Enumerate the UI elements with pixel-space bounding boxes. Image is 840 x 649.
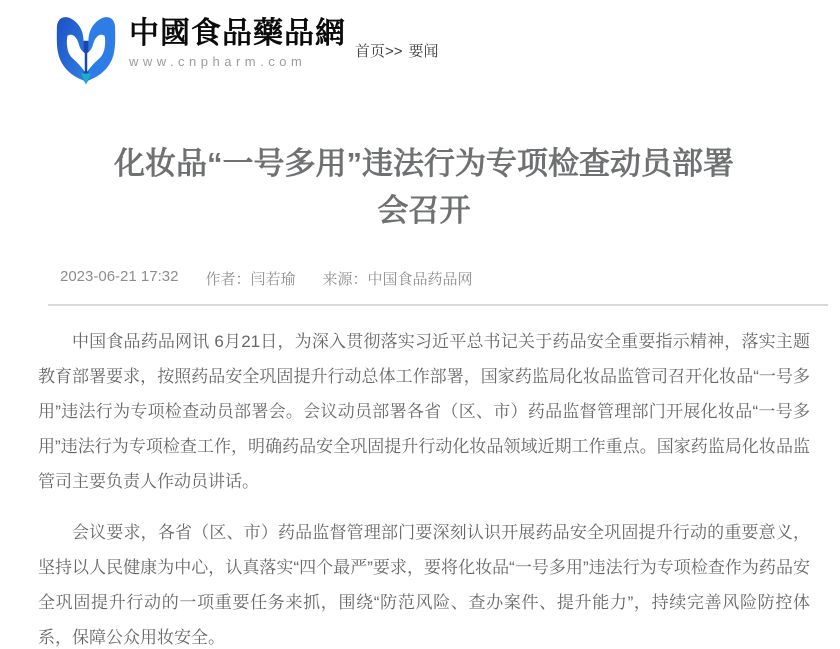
breadcrumb-separator: >> (385, 43, 403, 60)
article-paragraph-1: 中国食品药品网讯 6月21日，为深入贯彻落实习近平总书记关于药品安全重要指示精神，落实主题教育部署要求，按照药品安全巩固提升行动总体工作部署，国家药监局化妆品监管司召开化妆品“一号多用”违法行为专项检查动员部署会。会议动员部署各省（区、市）药品监督管理部门开展化妆品“一号多用”违法行为专项检查工作，明确药品安全巩固提升行动化妆品领域近期工作重点。国家药监局化妆品监管司主要负责人作动员讲话。 (38, 332, 810, 491)
article-title (38, 140, 810, 234)
article-paragraph-2: 会议要求，各省（区、市）药品监督管理部门要深刻认识开展药品安全巩固提升行动的重要意义，坚持以人民健康为中心，认真落实“四个最严”要求，要将化妆品“一号多用”违法行为专项检查作为药品安全巩固提升行动的一项重要任务来抓，围绕“防范风险、查办案件、提升能力”，持续完善风险防控体系，保障公众用妆安全。 (38, 523, 810, 647)
article-title-line1: 化妆品“一号多用”违法行为专项检查动员部署 (114, 146, 734, 181)
author-field (205, 268, 295, 289)
article-body (38, 324, 810, 649)
breadcrumb (355, 40, 439, 61)
divider (48, 304, 828, 306)
site-name: 中國食品藥品網 (129, 17, 346, 50)
site-url: www.cnpharm.com (129, 54, 307, 69)
author-name: 闫若瑜 (250, 271, 296, 288)
source-name: 中国食品药品网 (367, 271, 473, 288)
site-header (0, 0, 840, 88)
publish-datetime: 2023-06-21 17:32 (60, 268, 179, 285)
site-logo[interactable] (55, 14, 346, 86)
article (38, 140, 810, 649)
site-logo-icon (55, 14, 117, 86)
article-title-line2: 会召开 (377, 193, 471, 228)
breadcrumb-current-link[interactable]: 要闻 (408, 43, 439, 60)
breadcrumb-home-link[interactable]: 首页 (355, 43, 386, 60)
site-logo-text (129, 14, 346, 69)
author-label: 作者： (205, 271, 251, 288)
source-field (322, 268, 472, 289)
article-meta (38, 268, 810, 289)
source-label: 来源： (322, 271, 368, 288)
